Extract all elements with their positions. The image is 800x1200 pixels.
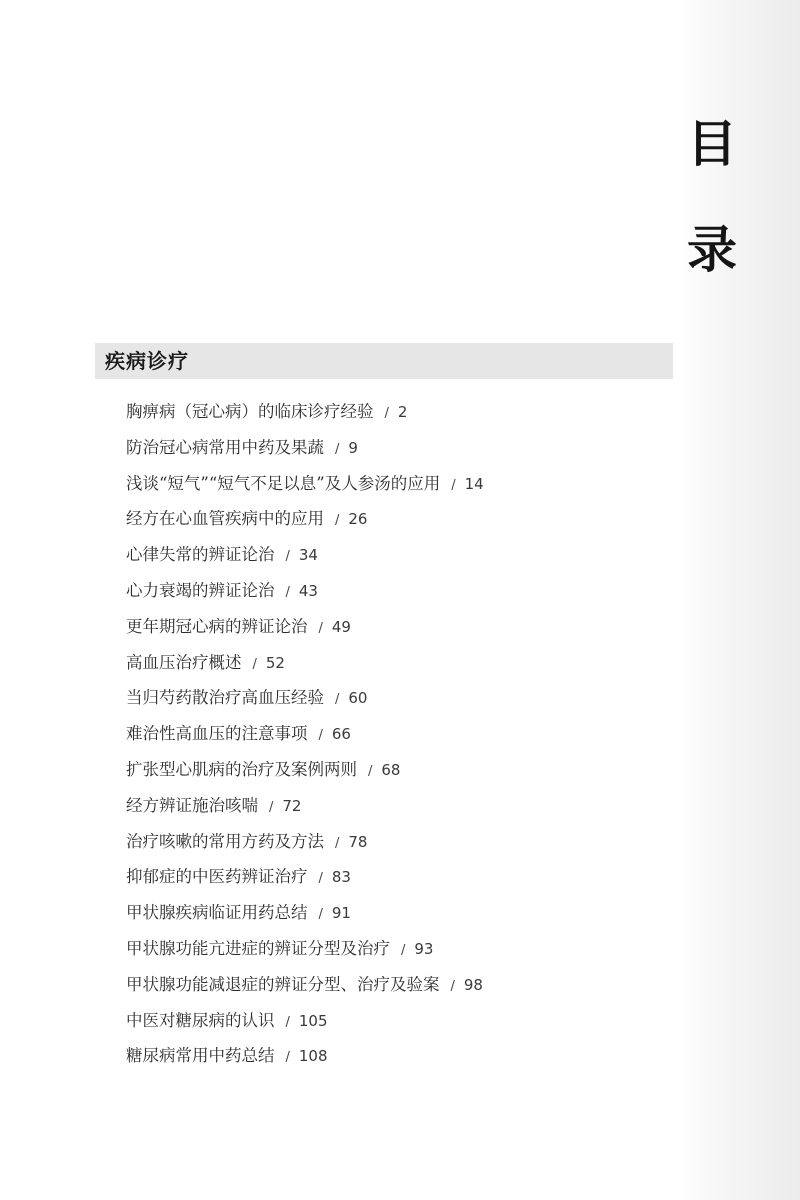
toc-entry-title: 浅谈“短气”“短气不足以息”及人参汤的应用 (126, 473, 441, 493)
toc-entry-title: 中医对糖尿病的认识 (126, 1010, 275, 1030)
toc-entry-title: 甲状腺功能减退症的辨证分型、治疗及验案 (126, 974, 440, 994)
toc-entry (126, 931, 666, 967)
toc-separator: / (450, 978, 455, 994)
toc-separator: / (318, 907, 323, 923)
toc-entry-title: 防治冠心病常用中药及果蔬 (126, 437, 324, 457)
toc-entry-page: 98 (463, 975, 483, 994)
toc-entry-page: 93 (414, 939, 434, 958)
toc-entry-page: 91 (331, 904, 351, 923)
toc-entry (126, 895, 666, 931)
toc-title-char-1: 目 (687, 114, 737, 173)
toc-separator: / (318, 728, 323, 744)
toc-separator: / (285, 549, 290, 565)
toc-entry (126, 967, 666, 1003)
toc-entry (126, 752, 666, 788)
toc-entry (126, 788, 666, 824)
toc-entry-title: 心律失常的辨证论治 (126, 545, 275, 565)
toc-entry-page: 108 (298, 1047, 328, 1066)
toc-entry-title: 抑郁症的中医药辨证治疗 (126, 867, 308, 887)
toc-entry-title: 甲状腺疾病临证用药总结 (126, 903, 308, 923)
toc-entry-page: 49 (331, 617, 351, 636)
toc-entry (126, 716, 666, 752)
toc-entry (126, 824, 666, 860)
toc-separator: / (335, 441, 340, 457)
toc-separator: / (384, 406, 389, 421)
toc-entry (126, 1038, 666, 1074)
toc-entry-title: 难治性高血压的注意事项 (126, 724, 308, 744)
toc-entry-page: 83 (331, 868, 351, 887)
toc-list (126, 394, 666, 1074)
toc-entry (126, 573, 666, 609)
toc-separator: / (451, 477, 456, 493)
toc-entry (126, 1003, 666, 1039)
toc-entry-title: 高血压治疗概述 (126, 652, 242, 672)
toc-separator: / (269, 799, 274, 815)
section-header (95, 343, 673, 379)
toc-entry-page: 72 (282, 796, 302, 815)
toc-separator: / (285, 1050, 290, 1066)
page-edge-band (678, 0, 800, 1200)
toc-entry-title: 更年期冠心病的辨证论治 (126, 616, 308, 636)
toc-separator: / (401, 942, 406, 958)
toc-entry-page: 14 (464, 474, 484, 493)
toc-entry (126, 645, 666, 681)
toc-separator: / (335, 513, 340, 529)
toc-entry-page: 2 (397, 403, 408, 421)
toc-entry-page: 52 (265, 653, 285, 672)
toc-entry-title: 经方辨证施治咳喘 (126, 795, 258, 815)
section-title: 疾病诊疗 (105, 349, 189, 373)
toc-separator: / (335, 692, 340, 708)
toc-entry-title: 经方在心血管疾病中的应用 (126, 509, 324, 529)
toc-entry (126, 680, 666, 716)
toc-entry-title: 心力衰竭的辨证论治 (126, 580, 275, 600)
toc-entry-page: 78 (348, 832, 368, 851)
toc-entry-page: 43 (298, 581, 318, 600)
toc-entry-title: 甲状腺功能亢进症的辨证分型及治疗 (126, 938, 390, 958)
toc-entry (126, 537, 666, 573)
toc-entry-title: 扩张型心肌病的治疗及案例两则 (126, 759, 357, 779)
toc-entry-title: 胸痹病（冠心病）的临床诊疗经验 (126, 402, 374, 421)
toc-entry (126, 466, 666, 502)
toc-entry (126, 609, 666, 645)
toc-entry (126, 859, 666, 895)
toc-separator: / (318, 871, 323, 887)
toc-entry-page: 34 (298, 546, 318, 565)
toc-entry-page: 105 (298, 1011, 328, 1030)
toc-entry-page: 66 (331, 725, 351, 744)
toc-title-char-2: 录 (687, 220, 737, 279)
toc-entry-page: 9 (348, 438, 358, 457)
toc-separator: / (252, 656, 257, 672)
toc-separator: / (285, 584, 290, 600)
toc-separator: / (318, 620, 323, 636)
toc-separator: / (285, 1014, 290, 1030)
toc-entry-page: 68 (381, 760, 401, 779)
toc-entry-title: 治疗咳嗽的常用方药及方法 (126, 831, 324, 851)
toc-entry-title: 糖尿病常用中药总结 (126, 1046, 275, 1066)
toc-entry-page: 60 (348, 689, 368, 708)
toc-entry (126, 394, 666, 430)
toc-separator: / (335, 835, 340, 851)
toc-entry-title: 当归芍药散治疗高血压经验 (126, 688, 324, 708)
toc-separator: / (368, 763, 373, 779)
toc-entry-page: 26 (348, 510, 368, 529)
toc-entry (126, 430, 666, 466)
toc-entry (126, 501, 666, 537)
